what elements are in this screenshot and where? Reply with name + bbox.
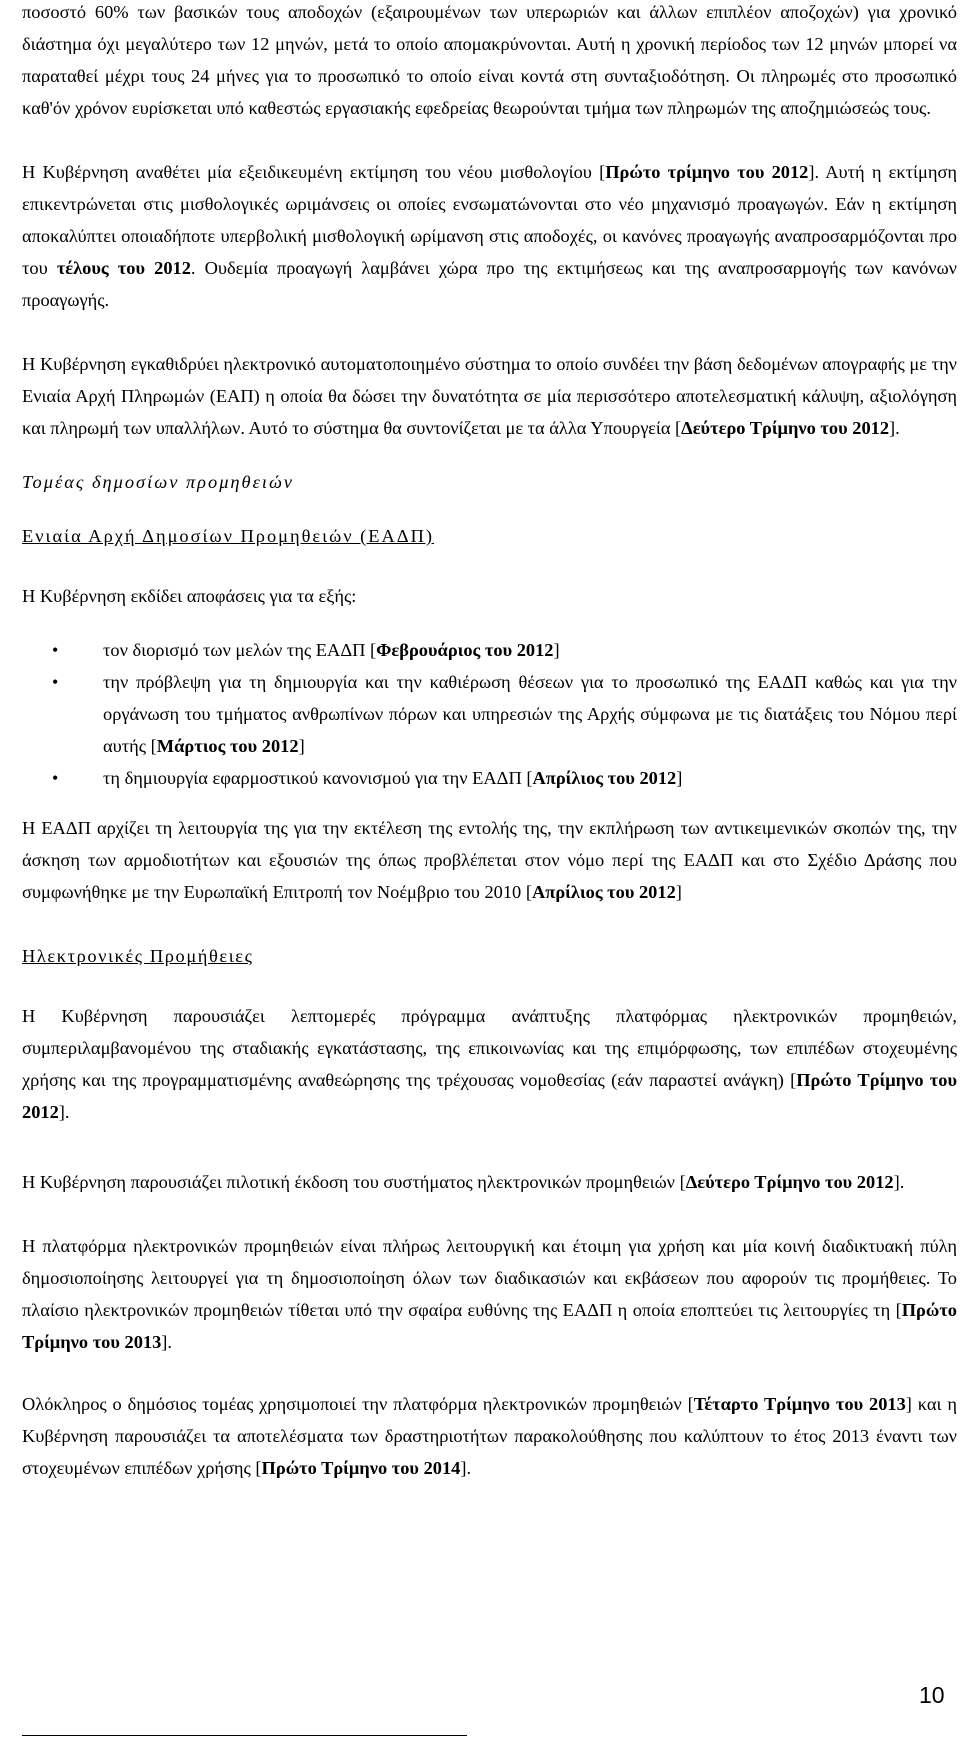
- paragraph-reserve-pay: [22, 0, 957, 124]
- list-item-text: την πρόβλεψη για τη δημιουργία και την καθιέρωση θέσεων για το προσωπικό της ΕΑΔΠ καθώς και για την οργάνωση του τμήματος ανθρωπίνων πόρων και υπηρεσιών της Αρχής σύμφωνα με τις διατάξεις του Νόμου περί αυτής [: [103, 672, 957, 756]
- paragraph-eproc-usage: [22, 1388, 957, 1484]
- decisions-list: [22, 634, 957, 794]
- paragraph-eproc-program: [22, 1000, 957, 1128]
- section-heading-public-procurement: Τομέας δημοσίων προμηθειών: [22, 472, 294, 492]
- paragraph-text: ] και η Κυβέρνηση παρουσιάζει τα αποτελέσματα των δραστηριοτήτων παρακολούθησης που καλύπτουν το έτος 2013 έναντι των στοχευμένων επιπέδων χρήσης [: [22, 1394, 957, 1478]
- list-item: [22, 634, 957, 666]
- deadline-bold: τέλους του 2012: [56, 258, 191, 278]
- list-item-text: ]: [298, 736, 305, 756]
- paragraph-text: ].: [460, 1458, 472, 1478]
- document-page: [22, 0, 957, 1484]
- deadline-bold: Δεύτερο Τρίμηνο του 2012: [681, 418, 890, 438]
- bullet-icon: •: [52, 672, 59, 692]
- subsection-heading-eprocurement: Ηλεκτρονικές Προμήθειες: [22, 946, 254, 966]
- paragraph-text: ].: [58, 1102, 70, 1122]
- deadline-bold: Δεύτερο Τρίμηνο του 2012: [685, 1172, 894, 1192]
- deadline-bold: Φεβρουάριος του 2012: [376, 640, 554, 660]
- paragraph-text: Η Κυβέρνηση εγκαθιδρύει ηλεκτρονικό αυτοματοποιημένο σύστημα το οποίο συνδέει την βάση δεδομένων απογραφής με την Ενιαία Αρχή Πληρωμών (ΕΑΠ) η οποία θα δώσει την δυνατότητα σε μία περισσότερο αποτελεσματική κάλυψη, αξιολόγηση και πληρωμή των υπαλλήλων. Αυτό το σύστημα θα συντονίζεται με τα άλλα Υπουργεία [: [22, 354, 957, 438]
- list-item-text: τον διορισμό των μελών της ΕΑΔΠ [: [103, 640, 377, 660]
- subsection-heading-eadp: Ενιαία Αρχή Δημοσίων Προμηθειών (ΕΑΔΠ): [22, 526, 434, 546]
- paragraph-text: ποσοστό 60% των βασικών τους αποδοχών (εξαιρουμένων των υπερωριών και άλλων επιπλέον αποζοχών) για χρονικό διάστημα όχι μεγαλύτερο των 12 μηνών, μετά το οποίο απομακρύνονται. Αυτή η χρονική περίοδος των 12 μηνών μπορεί να παραταθεί μέχρι τους 24 μήνες για το προσωπικό το οποίο είναι κοντά στη συνταξιοδότηση. Οι πληρωμές στο προσωπικό καθ'όν χρόνον ευρίσκεται υπό καθεστώς εργασιακής εφεδρείας θεωρούνται τμήμα των πληρωμών της αποζημιώσεώς τους.: [22, 2, 957, 118]
- paragraph-eadp-operation: [22, 812, 957, 908]
- deadline-bold: Απρίλιος του 2012: [532, 768, 677, 788]
- deadline-bold: Τέταρτο Τρίμηνο του 2013: [693, 1394, 906, 1414]
- paragraph-text: ].: [889, 418, 900, 438]
- paragraph-text: Η Κυβέρνηση παρουσιάζει πιλοτική έκδοση του συστήματος ηλεκτρονικών προμηθειών [: [22, 1172, 686, 1192]
- list-item: [22, 666, 957, 762]
- paragraph-text: . Ουδεμία προαγωγή λαμβάνει χώρα προ της εκτιμήσεως και της αναπροσαρμογής των κανόνων προαγωγής.: [22, 258, 957, 310]
- paragraph-text: Η Κυβέρνηση αναθέτει μία εξειδικευμένη εκτίμηση του νέου μισθολογίου [: [22, 162, 606, 182]
- paragraph-eproc-pilot: [22, 1166, 957, 1198]
- list-item-text: ]: [676, 768, 683, 788]
- paragraph-electronic-system: [22, 348, 957, 444]
- deadline-bold: Πρώτο Τρίμηνο του 2013: [22, 1300, 957, 1352]
- deadline-bold: Πρώτο τρίμηνο του 2012: [605, 162, 809, 182]
- list-item: [22, 762, 957, 794]
- paragraph-text: Ολόκληρος ο δημόσιος τομέας χρησιμοποιεί την πλατφόρμα ηλεκτρονικών προμηθειών [: [22, 1394, 694, 1414]
- paragraph-text: ]. Αυτή η εκτίμηση επικεντρώνεται στις μισθολογικές ωριμάνσεις οι οποίες ενσωματώνονται στο νέο μηχανισμό προαγωγών. Εάν η εκτίμηση αποκαλύπτει οποιαδήποτε υπερβολική μισθολογική ωρίμανση στις αποδοχές, οι κανόνες προαγωγής αναπροσαρμόζονται προ του: [22, 162, 957, 278]
- list-item-text: τη δημιουργία εφαρμοστικού κανονισμού για την ΕΑΔΠ [: [103, 768, 533, 788]
- paragraph-pay-assessment: [22, 156, 957, 316]
- list-item-text: ]: [553, 640, 560, 660]
- paragraph-decisions-intro: Η Κυβέρνηση εκδίδει αποφάσεις για τα εξής:: [22, 586, 357, 606]
- paragraph-eproc-platform: [22, 1230, 957, 1358]
- page-number: 10: [919, 1682, 945, 1708]
- deadline-bold: Πρώτο Τρίμηνο του 2014: [261, 1458, 461, 1478]
- deadline-bold: Πρώτο Τρίμηνο του 2012: [22, 1070, 958, 1122]
- paragraph-text: ]: [675, 882, 682, 902]
- paragraph-text: Η ΕΑΔΠ αρχίζει τη λειτουργία της για την εκτέλεση της εντολής της, την εκπλήρωση των αντικειμενικών σκοπών της, την άσκηση των αρμοδιοτήτων και εξουσιών της όπως προβλέπεται στον νόμο περί της ΕΑΔΠ και στο Σχέδιο Δράσης που συμφωνήθηκε με την Ευρωπαϊκή Επιτροπή τον Νοέμβριο του 2010 [: [22, 818, 957, 902]
- paragraph-text: Η Κυβέρνηση παρουσιάζει λεπτομερές πρόγραμμα ανάπτυξης πλατφόρμας ηλεκτρονικών προμηθειών, συμπεριλαμβανομένου της σταδιακής εγκατάστασης, της επικοινωνίας και της επιμόρφωσης, των επιπέδων στοχευμένης χρήσης και της προγραμματισμένης αναθεώρησης της τρέχουσας νομοθεσίας (εάν παραστεί ανάγκη) [: [22, 1006, 957, 1090]
- deadline-bold: Μάρτιος του 2012: [156, 736, 299, 756]
- bullet-icon: •: [52, 640, 59, 660]
- paragraph-text: Η πλατφόρμα ηλεκτρονικών προμηθειών είναι πλήρως λειτουργική και έτοιμη για χρήση και μία κοινή διαδικτυακή πύλη δημοσιοποίησης λειτουργεί για τη δημοσιοποίηση όλων των διαδικασιών και εκβάσεων που αφορούν τις προμήθειες. Το πλαίσιο ηλεκτρονικών προμηθειών τίθεται υπό την σφαίρα ευθύνης της ΕΑΔΠ η οποία εποπτεύει τις λειτουργίες τη [: [22, 1236, 957, 1320]
- footnote-separator: [22, 1735, 467, 1736]
- paragraph-text: ].: [161, 1332, 173, 1352]
- bullet-icon: •: [52, 768, 59, 788]
- paragraph-text: ].: [893, 1172, 905, 1192]
- deadline-bold: Απρίλιος του 2012: [531, 882, 676, 902]
